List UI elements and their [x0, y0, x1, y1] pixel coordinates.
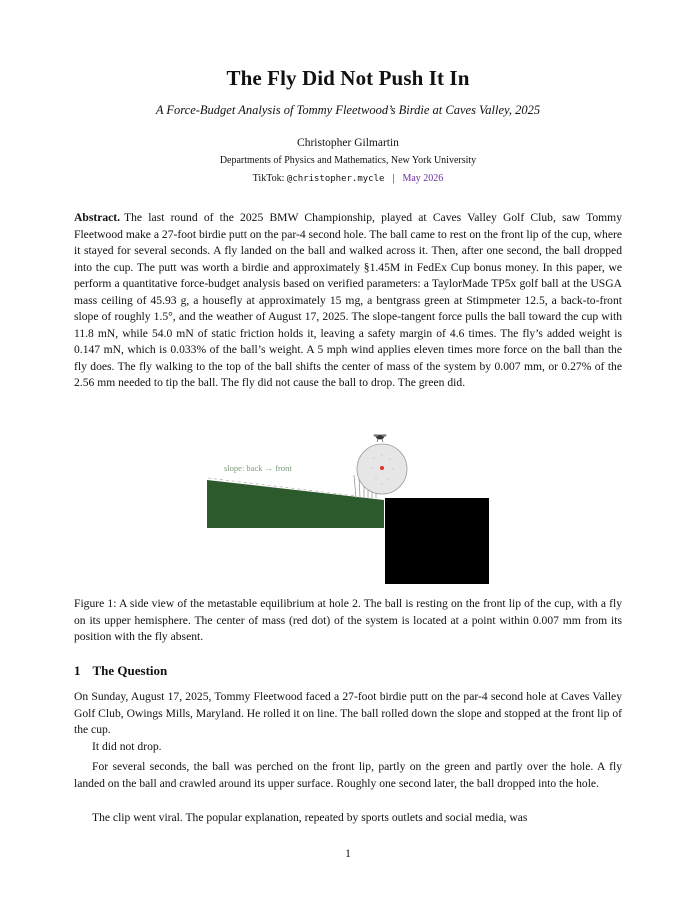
paragraph: It did not drop. — [92, 740, 162, 753]
paragraph: The clip went viral. The popular explanation, repeated by sports outlets and social media, was — [92, 811, 528, 824]
abstract-text: The last round of the 2025 BMW Championship, played at Caves Valley Golf Club, saw Tommy Fleetwood make a 27-foot birdie putt on the par-4 second hole. The ball came to rest on the front lip of the cup, where it stayed for several seconds. A fly landed on the ball and walked across it. Then, after one second, the ball dropped into the cup. The putt was worth a birdie and approximately §1.45M in FedEx Cup bonus money. In this paper, we perform a quantitative force-budget analysis based on verified parameters: a TaylorMade TP5x golf ball at the USGA mass ceiling of 45.93 g, a housefly at approximately 15 mg, a bentgrass green at Stimpmeter 12.5, a back-to-front slope of roughly 1.5°, and the weather of August 17, 2025. The slope-tangent force pulls the ball toward the cup with 11.8 mN, while 54.0 mN of static friction holds it, leaving a safety margin of 4.6 times. The fly’s added weight is 0.147 mN, which is 0.033% of the ball’s weight. A 5 mph wind applies eleven times more force on the ball than the fly does. The fly walking to the top of the ball shifts the center of mass of the system by 0.007 mm, or 0.27% of the 2.56 mm needed to tip the ball. The fly did not cause the ball to drop. The green did. — [74, 211, 622, 389]
abstract-label: Abstract. — [74, 211, 121, 224]
section-heading — [74, 663, 167, 679]
paper-subtitle: A Force-Budget Analysis of Tommy Fleetwood’s Birdie at Caves Valley, 2025 — [155, 103, 541, 117]
author-contact — [0, 173, 696, 184]
section-number: 1 — [74, 663, 81, 678]
contact-separator: | — [392, 173, 395, 184]
fly-icon — [374, 434, 387, 442]
tiktok-handle: @christopher.mycle — [286, 174, 385, 184]
paragraph: For several seconds, the ball was perched on the front lip, partly on the green and partly over the hole. A fly landed on the ball and crawled around its upper surface. Roughly one second later, the ball dropped into the hole. — [74, 760, 622, 790]
author-name: Christopher Gilmartin — [297, 137, 399, 149]
contact-prefix: TikTok: — [252, 173, 287, 184]
equilibrium-diagram — [200, 430, 496, 590]
paper-title: The Fly Did Not Push It In — [226, 66, 470, 90]
page-number: 1 — [345, 848, 351, 860]
publication-date: May 2026 — [402, 173, 444, 184]
abstract — [74, 210, 622, 392]
author-affiliation: Departments of Physics and Mathematics, New York University — [219, 155, 477, 166]
putting-green — [207, 480, 384, 528]
cup-hole — [385, 498, 489, 584]
center-of-mass-dot — [380, 466, 384, 470]
figure-caption: Figure 1: A side view of the metastable equilibrium at hole 2. The ball is resting on the front lip of the cup, with a fly on its upper hemisphere. The center of mass (red dot) of the system is located at a point within 0.007 mm from its position with the fly absent. — [74, 597, 622, 643]
paragraph: On Sunday, August 17, 2025, Tommy Fleetwood faced a 27-foot birdie putt on the par-4 second hole at Caves Valley Golf Club, Owings Mills, Maryland. He rolled it on line. The ball rolled down the slope and stopped at the front lip of the cup. — [74, 690, 622, 736]
figure-1 — [200, 430, 496, 590]
slope-label: slope: back → front — [224, 463, 292, 473]
section-title: The Question — [92, 663, 168, 678]
grass-blade — [354, 475, 356, 498]
